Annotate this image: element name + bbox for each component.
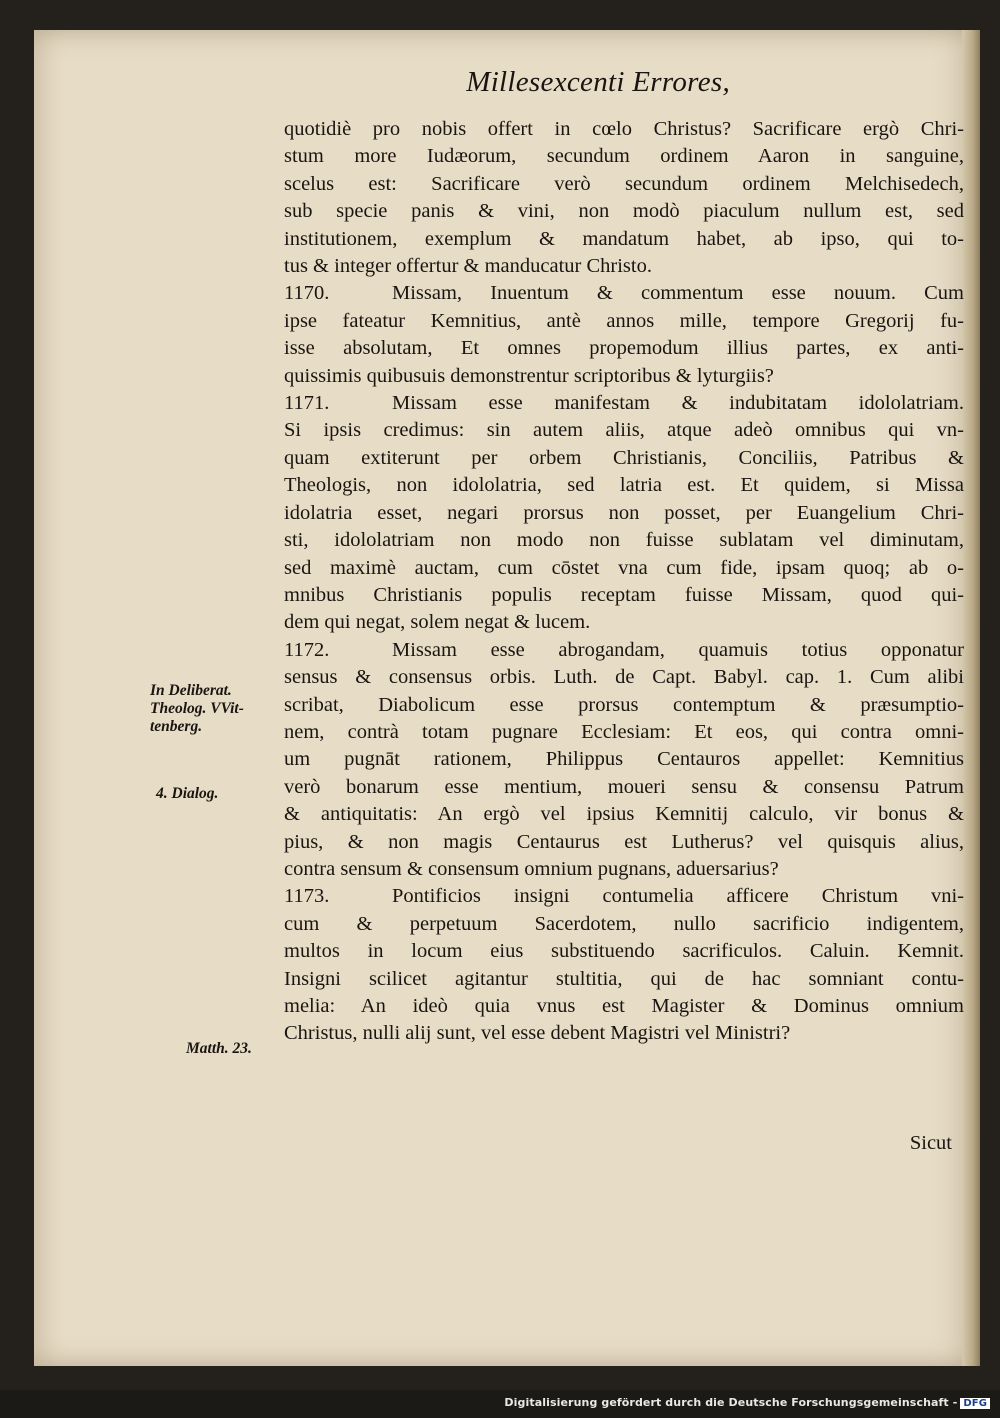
line-text: multos in locum eius substituendo sacrificulos. Caluin. Kemnit. [284, 940, 964, 963]
text-line [284, 390, 964, 417]
text-line [284, 856, 964, 883]
text-line [284, 171, 964, 198]
text-line [284, 445, 964, 472]
text-line [284, 801, 964, 828]
line-text: sed maximè auctam, cum cōstet vna cum fide, ipsam quoq; ab o- [284, 556, 964, 579]
line-text: nem, contrà totam pugnare Ecclesiam: Et eos, qui contra omni- [284, 720, 964, 743]
line-text: Si ipsis credimus: sin autem aliis, atque adeò omnibus qui vn- [284, 419, 964, 442]
line-text: quam extiterunt per orbem Christianis, Conciliis, Patribus & [284, 446, 964, 469]
line-text: Missam esse abrogandam, quamuis totius opponatur [392, 638, 964, 661]
page-edge [962, 30, 980, 1366]
text-line [284, 472, 964, 499]
text-line [284, 692, 964, 719]
text-line [284, 116, 964, 143]
text-line [284, 555, 964, 582]
entry-number: 1173. [284, 885, 330, 908]
credit-text: Digitalisierung gefördert durch die Deutsche Forschungsgemeinschaft - [504, 1396, 958, 1409]
line-text: Christus, nulli alij sunt, vel esse debent Magistri vel Ministri? [284, 1022, 791, 1045]
line-text: institutionem, exemplum & mandatum habet, ab ipso, qui to- [284, 227, 964, 250]
dfg-logo: DFG [960, 1398, 990, 1409]
line-text: scelus est: Sacrificare verò secundum ordinem Melchisedech, [284, 172, 964, 195]
text-line [284, 938, 964, 965]
text-line [284, 335, 964, 362]
line-text: Missam, Inuentum & commentum esse nouum. Cum [392, 282, 964, 305]
text-line [284, 363, 964, 390]
line-text: quissimis quibusuis demonstrentur scriptoribus & lyturgiis? [284, 364, 774, 387]
line-text: scribat, Diabolicum esse prorsus contemptum & præsumptio- [284, 693, 964, 716]
text-line [284, 226, 964, 253]
line-text: um pugnāt rationem, Philippus Centauros appellet: Kemnitius [284, 748, 964, 771]
text-line [284, 664, 964, 691]
main-text [284, 116, 964, 1048]
text-line [284, 883, 964, 910]
entry-number: 1171. [284, 392, 330, 415]
line-text: verò bonarum esse mentium, moueri sensu & consensu Patrum [284, 775, 964, 798]
text-line [284, 993, 964, 1020]
text-line [284, 911, 964, 938]
line-text: pius, & non magis Centaurus est Lutherus? vel quisquis alius, [284, 830, 964, 853]
text-line [284, 582, 964, 609]
line-text: & antiquitatis: An ergò vel ipsius Kemnitij calculo, vir bonus & [284, 803, 964, 826]
line-text: quotidiè pro nobis offert in cœlo Christus? Sacrificare ergò Chri- [284, 118, 964, 140]
text-line [284, 637, 964, 664]
line-text: isse absolutam, Et omnes propemodum illius partes, ex anti- [284, 337, 964, 360]
line-text: tus & integer offertur & manducatur Christo. [284, 255, 652, 278]
line-text: dem qui negat, solem negat & lucem. [284, 611, 591, 634]
line-text: Theologis, non idololatria, sed latria est. Et quidem, si Missa [284, 474, 964, 497]
line-text: contra sensum & consensum omnium pugnans, aduersarius? [284, 857, 779, 880]
text-line [284, 280, 964, 307]
line-text: sub specie panis & vini, non modò piaculum nullum est, sed [284, 200, 964, 223]
line-text: mnibus Christianis populis receptam fuisse Missam, quod qui- [284, 583, 964, 606]
text-line [284, 1020, 964, 1047]
text-line [284, 527, 964, 554]
running-head: Millesexcenti Errores, [466, 66, 730, 98]
entry-number: 1170. [284, 282, 330, 305]
text-line [284, 609, 964, 636]
text-line [284, 829, 964, 856]
marginal-note-deliberat: In Deliberat. Theolog. VVit- tenberg. [150, 682, 244, 735]
line-text: cum & perpetuum Sacerdotem, nullo sacrificio indigentem, [284, 912, 964, 935]
text-line [284, 308, 964, 335]
text-line [284, 774, 964, 801]
text-line [284, 143, 964, 170]
text-line [284, 966, 964, 993]
text-line [284, 719, 964, 746]
line-text: idolatria esset, negari prorsus non posset, per Euangelium Chri- [284, 501, 964, 524]
marginal-note-matth: Matth. 23. [186, 1040, 252, 1057]
line-text: ipse fateatur Kemnitius, antè annos mille, tempore Gregorij fu- [284, 309, 964, 332]
entry-number: 1172. [284, 638, 330, 661]
text-line [284, 417, 964, 444]
catchword: Sicut [909, 1132, 952, 1154]
text-line [284, 253, 964, 280]
text-line [284, 500, 964, 527]
line-text: Insigni scilicet agitantur stultitia, qui de hac somniant contu- [284, 967, 964, 990]
digitization-credit [0, 1396, 990, 1409]
text-line [284, 198, 964, 225]
line-text: melia: An ideò quia vnus est Magister & Dominus omnium [284, 995, 964, 1017]
line-text: sensus & consensus orbis. Luth. de Capt. Babyl. cap. 1. Cum alibi [284, 666, 964, 689]
line-text: stum more Iudæorum, secundum ordinem Aaron in sanguine, [284, 145, 964, 168]
line-text: sti, idololatriam non modo non fuisse sublatam vel diminutam, [284, 529, 964, 552]
marginal-note-dialog: 4. Dialog. [156, 785, 219, 802]
book-page [34, 30, 980, 1366]
text-line [284, 746, 964, 773]
line-text: Pontificios insigni contumelia afficere Christum vni- [392, 885, 964, 908]
line-text: Missam esse manifestam & indubitatam idololatriam. [392, 392, 964, 415]
